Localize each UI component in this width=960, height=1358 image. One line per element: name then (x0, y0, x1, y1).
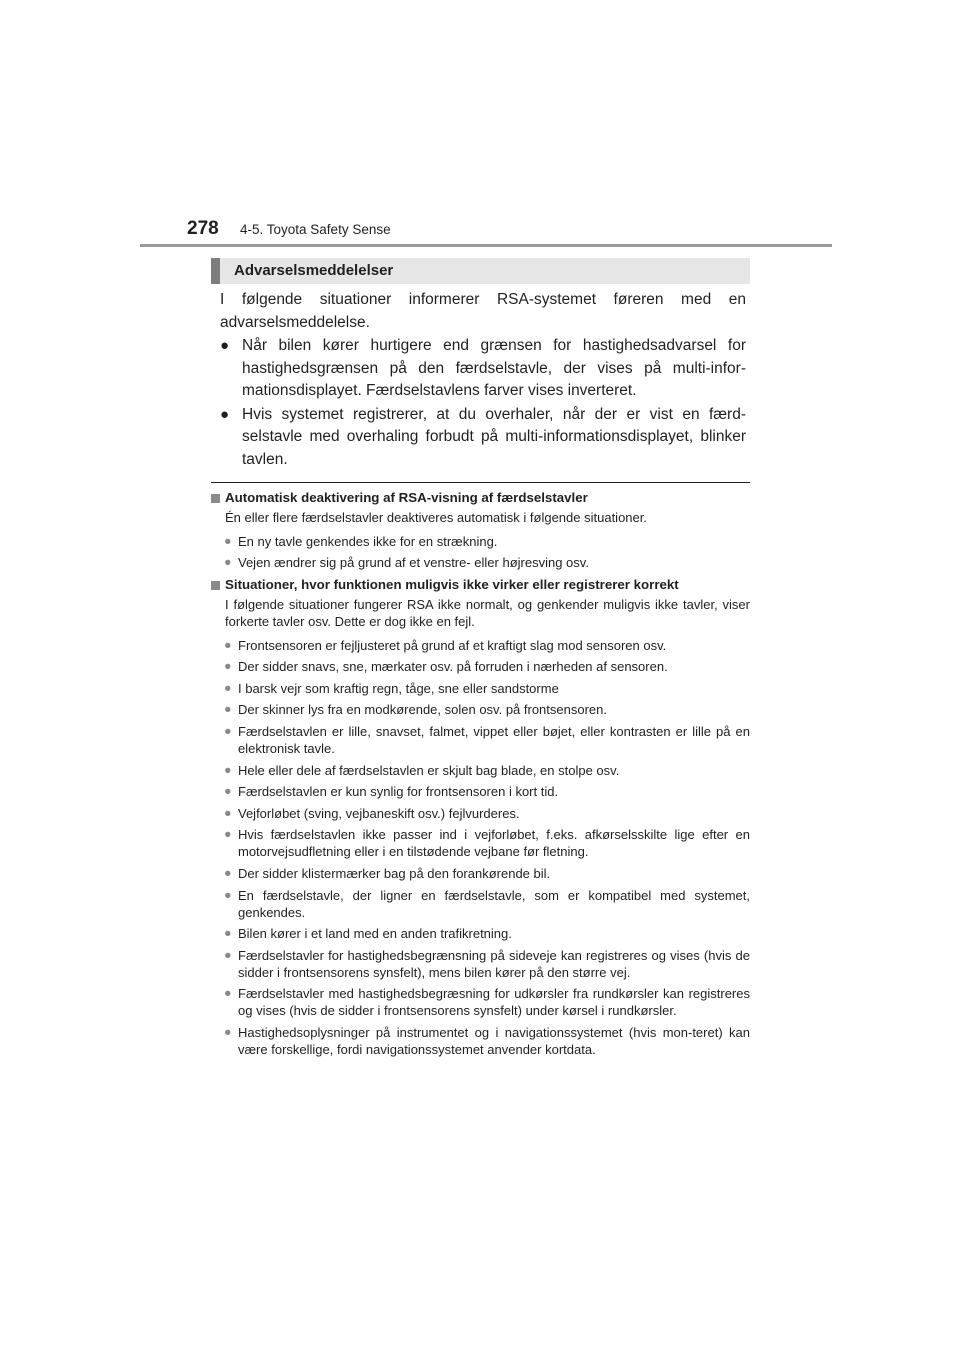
list-item (211, 985, 750, 1019)
bullet-icon: ● (224, 805, 232, 820)
bullet-icon: ● (224, 762, 232, 777)
list-item (211, 680, 750, 697)
list-item-text: I barsk vejr som kraftig regn, tåge, sne eller sandstorme (238, 680, 559, 696)
bullet-icon: ● (224, 784, 232, 799)
list-item (211, 865, 750, 882)
list-item-text: Vejen ændrer sig på grund af et venstre- eller højresving osv. (238, 555, 589, 571)
box-intro: I følgende situationer informerer RSA-systemet føreren med en advarselsmeddelelse. (220, 291, 746, 331)
box-bullet-item (220, 335, 746, 403)
list-item (211, 533, 750, 550)
bullet-icon: ● (224, 637, 232, 652)
list-item (211, 762, 750, 779)
list-item (211, 723, 750, 757)
list-item (211, 887, 750, 921)
list-item (211, 783, 750, 800)
list-item (211, 554, 750, 571)
bullet-icon: ● (224, 887, 232, 902)
page-number: 278 (187, 218, 219, 239)
bullet-icon: ● (224, 724, 232, 739)
box-heading-text: Advarselsmeddelelser (234, 262, 394, 279)
list-item-text: Hastighedsoplysninger på instrumentet og i navigationssystemet (hvis mon-teret) kan være forskellige, fordi navigationssystemet anvender kortdata. (238, 1025, 750, 1057)
note-heading (211, 576, 750, 594)
bullet-icon: ● (224, 926, 232, 941)
list-item (211, 925, 750, 942)
bullet-icon: ● (224, 702, 232, 717)
list-item-text: Bilen kører i et land med en anden trafikretning. (238, 926, 512, 942)
list-item (211, 658, 750, 675)
note-heading-text: Situationer, hvor funktionen muligvis ikke virker eller registrerer korrekt (225, 576, 679, 592)
note-paragraph: I følgende situationer fungerer RSA ikke normalt, og genkender muligvis ikke tavler, viser forkerte tavler osv. Dette er dog ikke en fejl. (225, 596, 750, 630)
bullet-icon: ● (224, 827, 232, 842)
list-item (211, 947, 750, 981)
bullet-icon: ● (220, 337, 230, 354)
note-paragraph: Én eller flere færdselstavler deaktiveres automatisk i følgende situationer. (225, 510, 647, 525)
bullet-icon: ● (224, 555, 232, 570)
list-item-text: Færdselstavlen er kun synlig for frontsensoren i kort tid. (238, 784, 559, 800)
box-bullet-text: Når bilen kører hurtigere end grænsen for hastighedsadvarsel for hastighedsgrænsen på den færdselstavle, der vises på multi-infor-mationsdisplayet. Færdselstavlens farver vises inverteret. (242, 337, 746, 399)
list-item-text: Vejforløbet (sving, vejbaneskift osv.) fejlvurderes. (238, 805, 520, 821)
box-bullet-item (220, 404, 746, 472)
box-bullet-list (220, 335, 746, 471)
header-rule (140, 244, 832, 247)
list-item-text: En færdselstavle, der ligner en færdselstavle, som er kompatibel med systemet, genkendes. (238, 887, 750, 920)
note-heading (211, 489, 750, 507)
list-item-text: Der sidder snavs, sne, mærkater osv. på forruden i nærheden af sensoren. (238, 659, 668, 675)
bullet-icon: ● (224, 866, 232, 881)
bullet-icon: ● (224, 680, 232, 695)
note-heading-text: Automatisk deaktivering af RSA-visning af færdselstavler (225, 490, 588, 505)
list-item-text: Der skinner lys fra en modkørende, solen osv. på frontsensoren. (238, 702, 607, 718)
bullet-icon: ● (224, 1025, 232, 1039)
bullet-icon: ● (220, 405, 230, 423)
list-item-text: Færdselstavler med hastighedsbegræsning for udkørsler fra rundkørsler kan registreres og vises (hvis de sidder i frontsensorens synsfelt) under kørsel i rundkørsler. (238, 986, 750, 1019)
list-item (211, 826, 750, 860)
list-item-text: Hvis færdselstavlen ikke passer ind i vejforløbet, f.eks. afkørselsskilte lige efter en motorvejsudfletning eller i en tilstødende vejbane før fletning. (238, 827, 750, 860)
list-item-text: Hele eller dele af færdselstavlen er skjult bag blade, en stolpe osv. (238, 762, 620, 778)
box-heading (211, 258, 750, 284)
square-bullet-icon (211, 581, 220, 590)
list-item-text: Frontsensoren er fejljusteret på grund af et kraftigt slag mod sensoren osv. (238, 637, 667, 653)
box-bullet-text: Hvis systemet registrerer, at du overhaler, når der er vist en færd-selstavle med overhaling forbudt på multi-informationsdisplayet, blinker tavlen. (242, 405, 746, 468)
list-item (211, 1024, 750, 1058)
bullet-icon: ● (224, 986, 232, 1001)
bullet-icon: ● (224, 659, 232, 674)
note-list (211, 533, 750, 572)
notes-section (211, 489, 750, 1063)
square-bullet-icon (211, 494, 220, 503)
list-item-text: Færdselstavler for hastighedsbegrænsning på sideveje kan registreres og vises (hvis de sidder i frontsensorens synsfelt), mens bilen kører på den større vej. (238, 947, 750, 980)
bullet-icon: ● (224, 947, 232, 962)
box-divider (211, 482, 750, 483)
list-item (211, 701, 750, 718)
note-list (211, 637, 750, 1058)
list-item (211, 637, 750, 654)
list-item-text: Færdselstavlen er lille, snavset, falmet, vippet eller bøjet, eller kontrasten er lille på en elektronisk tavle. (238, 724, 750, 757)
list-item-text: Der sidder klistermærker bag på den forankørende bil. (238, 866, 551, 882)
bullet-icon: ● (224, 533, 232, 548)
list-item (211, 805, 750, 822)
list-item-text: En ny tavle genkendes ikke for en strækning. (238, 533, 498, 549)
section-title: 4-5. Toyota Safety Sense (240, 222, 391, 237)
